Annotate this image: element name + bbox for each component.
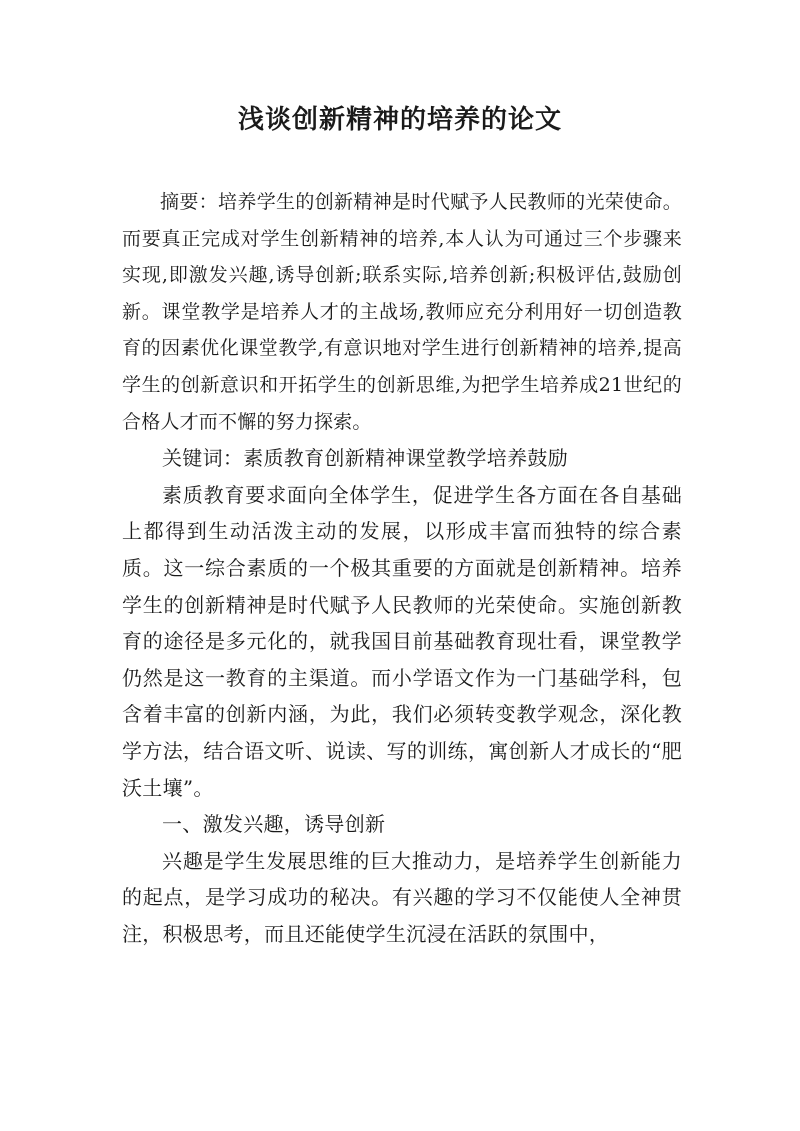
intro-paragraph: 素质教育要求面向全体学生，促进学生各方面在各自基础上都得到生动活泼主动的发展，以形成丰富而独特的综合素质。这一综合素质的一个极其重要的方面就是创新精神。培养学生的创新精神是时代赋予人民教师的光荣使命。实施创新教育的途径是多元化的，就我国目前基础教育现壮看，课堂教学仍然是这一教育的主渠道。而小学语文作为一门基础学科，包含着丰富的创新内涵，为此，我们必须转变教学观念，深化教学方法，结合语文听、说读、写的训练，寓创新人才成长的“肥沃土壤”。 xyxy=(122,482,682,800)
keywords-paragraph: 关键词：素质教育创新精神课堂教学培养鼓励 xyxy=(162,446,568,471)
abstract-paragraph: 摘要：培养学生的创新精神是时代赋予人民教师的光荣使命。而要真正完成对学生创新精神的培养,本人认为可通过三个步骤来实现,即激发兴趣,诱导创新;联系实际,培养创新;积极评估,鼓励创新。课堂教学是培养人才的主战场,教师应充分利用好一切创造教育的因素优化课堂教学,有意识地对学生进行创新精神的培养,提高学生的创新意识和开拓学生的创新思维,为把学生培养成21世纪的合格人才而不懈的努力探索。 xyxy=(122,191,682,433)
document-title: 浅谈创新精神的培养的论文 xyxy=(237,105,562,135)
document-body xyxy=(122,184,682,952)
section-heading: 一、激发兴趣，诱导创新 xyxy=(162,812,386,837)
section-paragraph: 兴趣是学生发展思维的巨大推动力，是培养学生创新能力的起点，是学习成功的秘决。有兴趣的学习不仅能使人全神贯注，积极思考，而且还能使学生沉浸在活跃的氛围中， xyxy=(122,848,682,946)
